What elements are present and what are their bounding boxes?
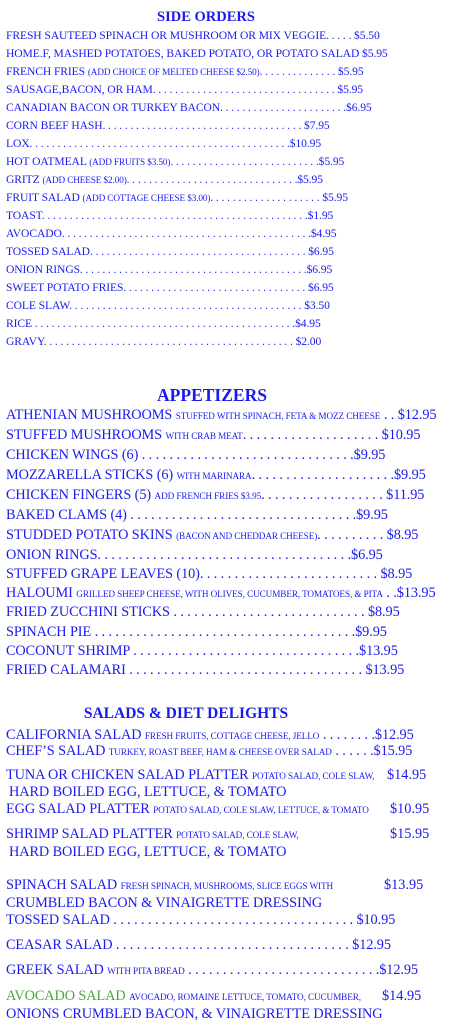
menu-item <box>6 101 372 114</box>
item-name: SAUSAGE,BACON, OR HAM. . . . . . . . . . . . . . . . . . . . . . . . . . . . . . . . . $5.95 <box>6 83 363 96</box>
menu-item <box>6 155 344 168</box>
item-name: FRIED ZUCCHINI STICKS . . . . . . . . . . . . . . . . . . . . . . . . . . . . $8.95 <box>6 604 400 620</box>
menu-item <box>6 263 332 276</box>
item-name: SHRIMP SALAD PLATTER <box>6 826 173 842</box>
item-name: STUDDED POTATO SKINS <box>6 527 173 543</box>
item-name: COLE SLAW. . . . . . . . . . . . . . . . . . . . . . . . . . . . . . . . . . . . . . . . . . $3.50 <box>6 299 330 312</box>
item-name: FRIED CALAMARI . . . . . . . . . . . . . . . . . . . . . . . . . . . . . . . . . . $13.95 <box>6 662 405 678</box>
item-leader-price: . .$13.95 <box>386 585 436 601</box>
item-name: SWEET POTATO FRIES. . . . . . . . . . . . . . . . . . . . . . . . . . . . . . . . . $6.95 <box>6 281 334 294</box>
menu-item <box>6 487 424 504</box>
menu-item <box>6 427 420 444</box>
menu-item <box>6 988 361 1005</box>
menu-item <box>6 507 388 524</box>
menu-item <box>6 281 334 294</box>
item-leader-price: . . . . . . . . . . . . . . $5.95 <box>259 65 364 78</box>
item-note-continued: ONIONS CRUMBLED BACON, & VINAIGRETTE DRESSING <box>6 1006 383 1022</box>
item-note: FRESH FRUITS, COTTAGE CHEESE, JELLO <box>144 731 320 741</box>
item-price: $15.95 <box>390 826 430 842</box>
menu-item <box>6 767 375 784</box>
item-price: $14.95 <box>382 988 422 1004</box>
item-name: LOX. . . . . . . . . . . . . . . . . . . . . . . . . . . . . . . . . . . . . . . . . . . . . . .$10.95 <box>6 137 322 150</box>
item-name: CORN BEEF HASH. . . . . . . . . . . . . . . . . . . . . . . . . . . . . . . . . . . . $7.95 <box>6 119 330 132</box>
menu-item <box>6 801 369 818</box>
menu-item <box>6 547 383 564</box>
item-name: MOZZARELLA STICKS (6) <box>6 467 174 483</box>
item-name: CALIFORNIA SALAD <box>6 727 142 743</box>
menu-item <box>6 245 334 258</box>
item-price: $13.95 <box>384 877 424 893</box>
item-note: (ADD FRUITS $3.50) <box>89 157 171 167</box>
menu-item <box>6 727 414 744</box>
item-name: AVOCADO SALAD <box>6 988 126 1004</box>
menu-item <box>6 566 412 583</box>
item-name: FRUIT SALAD <box>6 191 80 204</box>
item-name: FRESH SAUTEED SPINACH OR MUSHROOM OR MIX VEGGIE. . . . . $5.50 <box>6 29 380 42</box>
item-name: GREEK SALAD <box>6 962 104 978</box>
item-note-continued: CRUMBLED BACON & VINAIGRETTE DRESSING <box>6 895 323 911</box>
item-note: (BACON AND CHEDDAR CHEESE) <box>176 531 318 541</box>
item-note: WITH PITA BREAD <box>107 966 185 976</box>
item-name: EGG SALAD PLATTER <box>6 801 150 817</box>
item-note: WITH MARINARA <box>176 471 252 481</box>
menu-item <box>6 83 363 96</box>
item-leader-price: . . . . . . . . . . . . . . . . . . $11.95 <box>261 487 425 503</box>
item-name: TUNA OR CHICKEN SALAD PLATTER <box>6 767 249 783</box>
item-name: ONION RINGS. . . . . . . . . . . . . . . . . . . . . . . . . . . . . . . . . . . . . . . . .$6.95 <box>6 263 333 276</box>
menu-item <box>6 604 400 621</box>
item-name: GRAVY. . . . . . . . . . . . . . . . . . . . . . . . . . . . . . . . . . . . . . . . . . . . . $2.00 <box>6 335 322 348</box>
item-note: POTATO SALAD, COLE SLAW, <box>176 830 299 840</box>
item-name: BAKED CLAMS (4) . . . . . . . . . . . . . . . . . . . . . . . . . . . . . . . . .$9.95 <box>6 507 388 523</box>
menu-item <box>6 467 426 484</box>
menu-item <box>6 191 348 204</box>
menu-item <box>6 407 436 424</box>
item-name: GRITZ <box>6 173 40 186</box>
item-leader-price: . . . . . . . . . . . . . . . . . . . . $5.95 <box>210 191 348 204</box>
item-name: SPINACH SALAD <box>6 877 118 893</box>
menu-item <box>6 643 398 660</box>
menu-item <box>6 29 380 42</box>
item-note: FRESH SPINACH, MUSHROOMS, SLICE EGGS WITH <box>120 881 334 891</box>
menu-item <box>6 826 299 843</box>
menu-item <box>6 317 321 330</box>
item-name: CHICKEN FINGERS (5) <box>6 487 152 503</box>
menu-item <box>6 335 321 348</box>
menu-item <box>6 877 333 894</box>
item-leader-price: . . . . . . . .$12.95 <box>322 727 414 743</box>
item-name: CHEF’S SALAD <box>6 743 106 759</box>
menu-item <box>6 299 330 312</box>
item-price: $14.95 <box>387 767 427 783</box>
item-name: FRENCH FRIES <box>6 65 86 78</box>
item-name: ATHENIAN MUSHROOMS <box>6 407 173 423</box>
menu-item <box>6 962 418 979</box>
item-price: $10.95 <box>390 801 430 817</box>
item-name: SPINACH PIE . . . . . . . . . . . . . . . . . . . . . . . . . . . . . . . . . . . . . .$9.95 <box>6 624 387 640</box>
menu-item <box>6 47 388 60</box>
item-name: HOT OATMEAL <box>6 155 87 168</box>
menu-item <box>6 227 336 240</box>
item-note: (ADD CHOICE OF MELTED CHEESE $2.50) <box>87 67 260 77</box>
item-leader-price: . . . . . . . . . . $8.95 <box>317 527 419 543</box>
item-name: TOSSED SALAD . . . . . . . . . . . . . . . . . . . . . . . . . . . . . . . . . . . $10.95 <box>6 912 396 928</box>
item-note: POTATO SALAD, COLE SLAW, LETTUCE, & TOMATO <box>153 805 369 815</box>
item-name: HOME.F, MASHED POTATOES, BAKED POTATO, OR POTATO SALAD $5.95 <box>6 47 388 60</box>
item-note: ADD FRENCH FRIES $3.95 <box>154 491 262 501</box>
item-leader-price: . . $12.95 <box>383 407 437 423</box>
item-name: CEASAR SALAD . . . . . . . . . . . . . . . . . . . . . . . . . . . . . . . . . . $12.95 <box>6 937 391 953</box>
menu-item <box>6 585 436 602</box>
item-note-continued: HARD BOILED EGG, LETTUCE, & TOMATO <box>9 784 287 800</box>
menu-item <box>6 119 330 132</box>
menu-item <box>6 937 391 954</box>
item-note: WITH CRAB MEAT <box>165 431 243 441</box>
menu-item <box>6 137 321 150</box>
menu-item <box>6 173 323 186</box>
item-name: ONION RINGS. . . . . . . . . . . . . . . . . . . . . . . . . . . . . . . . . . . . .$6.95 <box>6 547 383 563</box>
item-name: TOAST. . . . . . . . . . . . . . . . . . . . . . . . . . . . . . . . . . . . . . . . . . . . . . . .$1.95 <box>6 209 334 222</box>
menu-item <box>6 624 387 641</box>
item-note: POTATO SALAD, COLE SLAW, <box>252 771 375 781</box>
item-note: TURKEY, ROAST BEEF, HAM & CHEESE OVER SALAD <box>108 747 332 757</box>
item-name: TOSSED SALAD. . . . . . . . . . . . . . . . . . . . . . . . . . . . . . . . . . . . . . . $6.95 <box>6 245 334 258</box>
item-note: (ADD CHEESE $2.00) <box>42 175 127 185</box>
item-name: HALOUMI <box>6 585 73 601</box>
item-name: CANADIAN BACON OR TURKEY BACON. . . . . . . . . . . . . . . . . . . . . . .$6.95 <box>6 101 372 114</box>
item-name: AVOCADO. . . . . . . . . . . . . . . . . . . . . . . . . . . . . . . . . . . . . . . . . . . . .$4.95 <box>6 227 337 240</box>
item-leader-price: . . . . . . . . . . . . . . . . . . . . $10.95 <box>242 427 421 443</box>
menu-item <box>6 209 333 222</box>
item-leader-price: . . . . . . . . . . . . . . . . . . . . . . . . . . . . . . .$5.95 <box>126 173 323 186</box>
item-name: STUFFED MUSHROOMS <box>6 427 163 443</box>
item-note: STUFFED WITH SPINACH, FETA & MOZZ CHEESE <box>175 411 381 421</box>
menu-item <box>6 743 412 760</box>
item-leader-price: . . . . . . . . . . . . . . . . . . . . .$9.95 <box>251 467 426 483</box>
menu-item <box>6 912 395 929</box>
side-orders-heading: SIDE ORDERS <box>157 9 255 25</box>
item-leader-price: . . . . . . . . . . . . . . . . . . . . . . . . . . . .$12.95 <box>188 962 418 978</box>
salads-heading: SALADS & DIET DELIGHTS <box>83 705 289 722</box>
item-name: COCONUT SHRIMP . . . . . . . . . . . . . . . . . . . . . . . . . . . . . . . . .$13.95 <box>6 643 398 659</box>
menu-item <box>6 662 404 679</box>
appetizers-heading: APPETIZERS <box>157 385 267 405</box>
item-note: AVOCADO, ROMAINE LETTUCE, TOMATO, CUCUMBER, <box>129 992 361 1002</box>
item-name: RICE . . . . . . . . . . . . . . . . . . . . . . . . . . . . . . . . . . . . . . . . . . . . . . .$4.95 <box>6 317 321 330</box>
item-name: STUFFED GRAPE LEAVES (10). . . . . . . . . . . . . . . . . . . . . . . . . . $8.95 <box>6 566 413 582</box>
item-note-continued: HARD BOILED EGG, LETTUCE, & TOMATO <box>9 844 287 860</box>
item-leader-price: . . . . . .$15.95 <box>335 743 413 759</box>
item-name: CHICKEN WINGS (6) . . . . . . . . . . . . . . . . . . . . . . . . . . . . . . .$9.95 <box>6 447 386 463</box>
menu-item <box>6 447 385 464</box>
item-note: (ADD COTTAGE CHEESE $3.00) <box>82 193 211 203</box>
item-note: GRILLED SHEEP CHEESE, WITH OLIVES, CUCUMBER, TOMATOES, & PITA <box>76 589 383 599</box>
menu-item <box>6 65 364 78</box>
menu-item <box>6 527 418 544</box>
item-leader-price: . . . . . . . . . . . . . . . . . . . . . . . . . . .$5.95 <box>170 155 345 168</box>
